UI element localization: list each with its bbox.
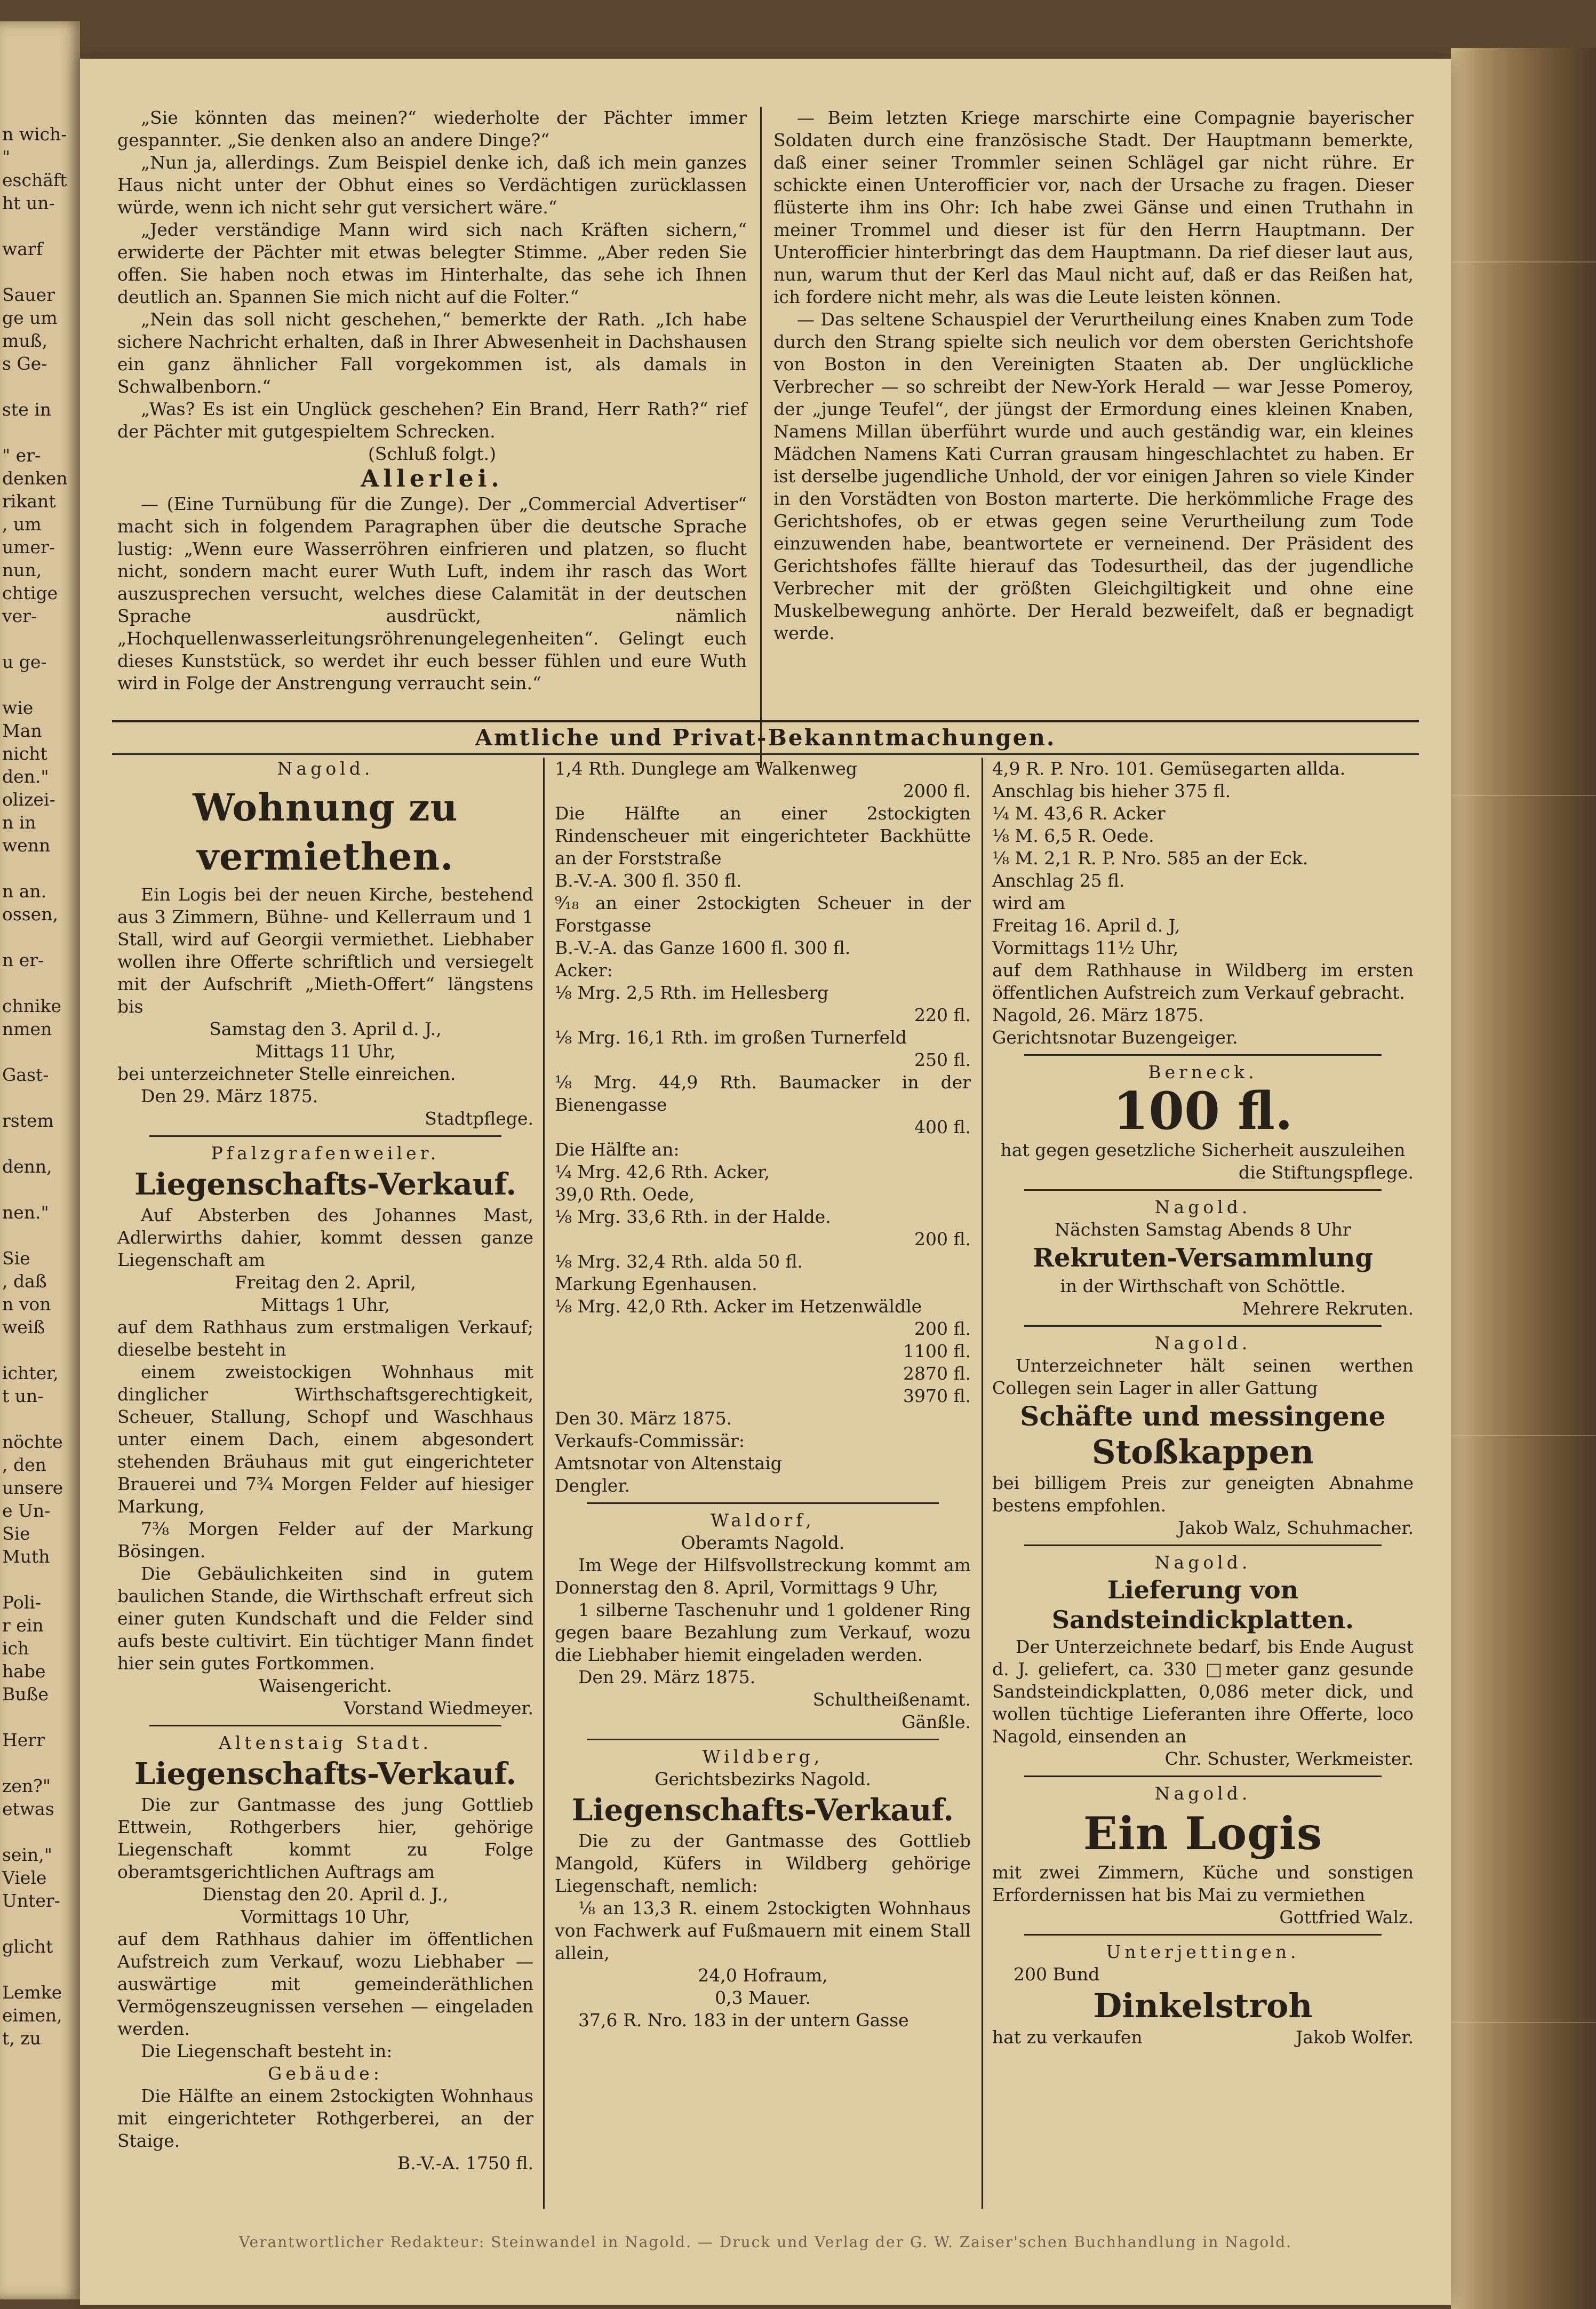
gutter-line: n an. [2,881,47,902]
gutter-line: n wich- [2,124,67,145]
gutter-line: etwas [2,1798,54,1819]
ad-title-stosskappen: Stoßkappen [1091,1432,1314,1471]
list-line: Freitag 16. April d. J, [992,915,1180,936]
gutter-line [0,673,80,696]
column-divider [543,758,545,2209]
list-line: ⅛ Mrg. 42,0 Rth. Acker im Hetzenwäldle [555,1296,922,1317]
ad-date: Freitag den 2. April, [234,1272,416,1293]
gutter-line: Man [2,720,42,741]
ad-body: Ein Logis bei der neuen Kirche, bestehend aus 3 Zimmern, Bühne- und Kellerraum und 1 Stall, wird auf Georgii vermiethet. Liebhaber wollen ihre Offerte schriftlich und versiegelt mit der Aufschrift „Mieth-Offert“ längstens bis [117,884,533,1017]
gutter-line: nmen [2,1018,52,1039]
ad-date: Dienstag den 20. April d. J., [202,1884,449,1905]
list-line: ¼ M. 43,6 R. Acker [992,803,1166,824]
property-list [555,758,971,1497]
ad-body: hat zu verkaufen [992,2027,1143,2048]
gutter-line [0,1820,80,1843]
list-line: Die Hälfte an: [555,1139,680,1160]
gutter-line: n er- [2,950,44,970]
ad-signature: Stadtpflege. [425,1108,533,1129]
list-line: ⅛ Mrg. 2,5 Rth. im Hellesberg [555,982,829,1003]
ad-place: Nagold. [1154,1333,1251,1353]
list-line: 1,4 Rth. Dunglege am Walkenweg [555,758,858,779]
ad-footer-row [992,2026,1414,2049]
ad-body: auf dem Rathhaus zum erstmaligen Verkauf; dieselbe besteht in [117,1317,533,1360]
news-paragraph: — Das seltene Schauspiel der Verurtheilung eines Knaben zum Tode durch den Strang spielte sich neulich vor dem obersten Gerichtshofe von Boston in den Vereinigten Staaten ab. Der unglückliche Verbrecher — so schreibt der New-York Herald — war Jesse Pomeroy, der „junge Teufel“, der jüngst der Ermordung eines kleinen Knaben, Namens Millan überführt wurde und auch geständig war, ein kleines Mädchen Namens Kati Curran grausam hingeschlachtet zu haben. Er ist derselbe jugendliche Unhold, der vor einigen Jahren so viele Kinder in den Vorstädten von Boston marterte. Die herkömmliche Frage des Gerichtshofes, ob er etwas gegen seine Verurtheilung zum Tode einzuwenden habe, beantwortete er verneinend. Der Präsident des Gerichtshofes fällte hierauf das Todesurtheil, das der jugendliche Verbrecher mit der größten Gleichgiltigkeit und ohne eine Muskelbewegung anhörte. Der Herald bezweifelt, daß er begnadigt werde. [773,309,1414,643]
ad-dated: Den 29. März 1875. [578,1667,756,1687]
ad-body: auf dem Rathhaus dahier im öffentlichen Aufstreich zum Verkauf, wozu Liebhaber — auswärtige mit gemeinderäthlichen Vermögenszeugnissen versehen — eingeladen werden. [117,1929,533,2039]
ad-place: Oberamts Nagold. [681,1532,845,1553]
gutter-line [0,1086,80,1109]
gutter-line [0,1178,80,1201]
gutter-line [0,1339,80,1361]
ad-signature: Gottfried Walz. [1279,1907,1414,1928]
ad-place: Wildberg, [702,1746,824,1767]
gutter-line: rikant [2,491,56,512]
ad-place: Nagold. [1154,1783,1251,1804]
gutter-line: eschäft [2,170,67,190]
ad-body: 1 silberne Taschenuhr und 1 goldener Ring gegen baare Bezahlung zum Verkauf, wozu die Liebhaber hiemit eingeladen werden. [555,1599,971,1665]
section-title-allerlei: Allerlei. [361,465,504,492]
gutter-line [0,375,80,398]
ad-title-wohnung: Wohnung zu vermiethen. [193,785,458,879]
ad-title-schaefte: Schäfte und messingene [1020,1400,1386,1432]
ad-place: Waldorf, [711,1510,815,1531]
list-line: 250 fl. [914,1049,971,1070]
ad-price: B.-V.-A. 1750 fl. [397,2153,533,2173]
ad-body: bei billigem Preis zur geneigten Abnahme bestens empfohlen. [992,1472,1414,1516]
list-line: ⁹⁄₁₈ an einer 2stockigten Scheuer in der Forstgasse [555,893,971,936]
gutter-line: ge um [2,307,58,328]
previous-page-edge [0,21,80,2299]
list-line: Nagold, 26. März 1875. [992,1005,1204,1025]
list-line: auf dem Rathhause in Wildberg im ersten öffentlichen Aufstreich zum Verkauf gebracht. [992,960,1414,1003]
ad-body: Nächsten Samstag Abends 8 Uhr [1055,1219,1351,1240]
gutter-line [0,1912,80,1935]
ad-date: Samstag den 3. April d. J., [209,1018,442,1039]
ad-separator [1024,1325,1382,1327]
list-line: 4,9 R. P. Nro. 101. Gemüsegarten allda. [992,758,1346,779]
gutter-line: weiß [2,1317,45,1337]
column-divider [760,107,762,768]
gutter-line: wie [2,697,34,718]
list-line: Markung Egenhausen. [555,1273,757,1294]
gutter-line [0,1407,80,1430]
ad-place: Pfalzgrafenweiler. [211,1143,440,1164]
ad-signature: Waisengericht. [259,1675,392,1696]
gutter-line: olizei- [2,789,55,810]
ad-separator [1024,1775,1382,1777]
ad-body: Gebäude: [268,2063,383,2084]
list-line: ¼ Mrg. 42,6 Rth. Acker, [555,1161,770,1182]
gutter-line: denken [2,468,68,489]
ad-body: 24,0 Hofraum, [698,1965,828,1986]
gutter-line: Sie [2,1248,30,1269]
ad-body: Unterzeichneter hält seinen werthen Collegen sein Lager in aller Gattung [992,1355,1414,1398]
ad-separator [1024,1934,1382,1936]
gutter-line [0,972,80,994]
gutter-line: nen." [2,1202,49,1223]
gutter-line: muß, [2,330,48,351]
list-line: B.-V.-A. 300 fl. 350 fl. [555,870,742,891]
gutter-line: Herr [2,1730,45,1750]
list-line: ⅛ M. 6,5 R. Oede. [992,825,1154,846]
ad-body: 7⅜ Morgen Felder auf der Markung Bösingen. [117,1518,533,1562]
ad-body: Die Liegenschaft besteht in: [141,2041,393,2061]
list-line: Anschlag 25 fl. [992,870,1125,891]
ad-separator [1024,1189,1382,1191]
ad-body: Die zur Gantmasse des jung Gottlieb Ettwein, Rothgerbers hier, gehörige Liegenschaft kommt zu Folge oberamtsgerichtlichen Auftrags am [117,1794,533,1882]
list-line: ⅛ Mrg. 32,4 Rth. alda 50 fl. [555,1251,803,1272]
ads-column-1 [117,758,533,2175]
gutter-line [0,1568,80,1591]
ad-signature: Jakob Wolfer. [1296,2027,1414,2048]
ad-amount: 100 fl. [1113,1081,1293,1141]
ad-title-dinkelstroh: Dinkelstroh [1093,1986,1313,2025]
property-list-continued [992,758,1414,1049]
list-line: wird am [992,893,1066,913]
story-paragraph: „Jeder verständige Mann wird sich nach Kräften sichern,“ erwiderte der Pächter mit etwas belegter Stimme. „Aber reden Sie offen. Sie haben noch etwas im Hinterhalte, das sehe ich Ihnen deutlich an. Spannen Sie mich nicht auf die Folter.“ [117,219,747,307]
list-line: Dengler. [555,1475,631,1496]
story-paragraph: „Nein das soll nicht geschehen,“ bemerkte der Rath. „Ich habe sichere Nachricht erhalten, daß in Ihrer Abwesenheit in Dachshausen ein ganz ähnlicher Fall vorgekommen ist, als damals in Schwalbenborn.“ [117,309,747,397]
gutter-line: ver- [2,606,37,626]
gutter-line: n von [2,1294,51,1315]
gutter-line: Lemke [2,1982,62,2003]
gutter-line: habe [2,1661,46,1682]
list-line: Den 30. März 1875. [555,1408,732,1429]
gutter-line: Viele [2,1867,47,1888]
ad-dated: Den 29. März 1875. [141,1086,318,1106]
serial-story-column [117,107,747,695]
ad-body: 37,6 R. Nro. 183 in der untern Gasse [578,2010,909,2031]
gutter-line: Buße [2,1684,49,1705]
ad-title-sandstein: Lieferung von Sandsteindickplatten. [1051,1575,1354,1634]
gutter-line: nicht [2,743,47,764]
list-line: ⅛ Mrg. 33,6 Rth. in der Halde. [555,1206,831,1227]
gutter-line: Muth [2,1546,50,1567]
gutter-line [0,1706,80,1729]
ad-body: mit zwei Zimmern, Küche und sonstigen Erfordernissen hat bis Mai zu vermiethen [992,1862,1414,1905]
ad-amount: 200 Bund [1014,1964,1100,1985]
ad-body: Die Hälfte an einem 2stockigten Wohnhaus mit eingerichteter Rothgerberei, an der Staige. [117,2085,533,2151]
ad-separator [1024,1054,1382,1056]
ad-body: in der Wirthschaft von Schöttle. [1060,1276,1346,1296]
column-divider [981,758,983,2209]
imprint-text: Verantwortlicher Redakteur: Steinwandel in Nagold. — Druck und Verlag der G. W. Zaiser'schen Buchhandlung in Nagold. [238,2233,1292,2251]
gutter-line: glicht [2,1936,53,1957]
gutter-line: r ein [2,1615,44,1636]
gutter-line: ich [2,1638,29,1659]
list-line: Vormittags 11½ Uhr, [992,937,1179,958]
ad-separator [149,1725,501,1726]
list-line: 2870 fl. [903,1363,971,1384]
ad-place: Altenstaig Stadt. [219,1732,432,1753]
gutter-line [0,1751,80,1774]
ad-place: Nagold. [277,758,374,779]
story-paragraph: „Nun ja, allerdings. Zum Beispiel denke ich, daß ich mein ganzes Haus nicht unter der Obhut eines so Verdächtigen zurücklassen würde, wenn ich nicht sehr gut versichert wäre.“ [117,152,747,218]
gutter-line: ossen, [2,904,59,925]
gutter-line: eimen, [2,2005,62,2026]
gutter-text-column [0,21,80,2050]
gutter-line: sein," [2,1844,52,1865]
list-line: ⅛ Mrg. 44,9 Rth. Baumacker in der Bienengasse [555,1072,971,1115]
list-line: B.-V.-A. das Ganze 1600 fl. 300 fl. [555,937,851,958]
gutter-line [0,214,80,237]
gutter-line: umer- [2,537,55,558]
ad-separator [149,1135,501,1137]
ad-title-liegenschaft: Liegenschafts-Verkauf. [572,1793,954,1828]
banner-title: Amtliche und Privat-Bekanntmachungen. [475,724,1056,751]
gutter-line: den." [2,766,49,787]
gutter-line: Unter- [2,1890,60,1911]
ads-column-2 [555,758,971,2032]
list-line: Anschlag bis hieher 375 fl. [992,781,1231,801]
gutter-line: , um [2,514,42,535]
banner-rule-top [112,720,1419,722]
list-line: 400 fl. [914,1117,971,1137]
list-line: 3970 fl. [903,1386,971,1406]
ad-separator [587,1739,939,1740]
gutter-line: u ge- [2,651,47,672]
ad-place: Gerichtsbezirks Nagold. [655,1769,871,1789]
gutter-line: s Ge- [2,353,47,374]
ad-body: ⅛ an 13,3 R. einem 2stockigten Wohnhaus von Fachwerk auf Fußmauern mit einem Stall allein, [555,1898,971,1963]
ad-separator [1024,1544,1382,1546]
gutter-line: , den [2,1454,46,1475]
gutter-line: ste in [2,399,52,420]
gutter-line: nun, [2,560,42,580]
imprint-footer [112,2218,1419,2266]
gutter-line [0,857,80,880]
ad-body: Die zu der Gantmasse des Gottlieb Mangold, Küfers in Wildberg gehörige Liegenschaft, nemlich: [555,1830,971,1896]
ad-signature: Vorstand Wiedmeyer. [344,1698,533,1718]
banner-rule-bottom [112,753,1419,755]
list-line: 39,0 Rth. Oede, [555,1184,695,1205]
ad-body: bei unterzeichneter Stelle einreichen. [117,1063,456,1084]
ad-body: hat gegen gesetzliche Sicherheit auszuleihen [1000,1140,1406,1160]
list-line: 200 fl. [914,1229,971,1249]
gutter-line: wenn [2,835,51,856]
announcements-banner [112,724,1419,751]
ad-body: Im Wege der Hilfsvollstreckung kommt am Donnerstag den 8. April, Vormittags 9 Uhr, [555,1555,971,1598]
gutter-line [0,1224,80,1247]
ad-body: Auf Absterben des Johannes Mast, Adlerwirths dahier, kommt dessen ganze Liegenschaft am [117,1205,533,1270]
gutter-line [0,1040,80,1063]
gutter-line: e Un- [2,1500,51,1521]
gutter-line: denn, [2,1156,52,1177]
news-paragraph: — Beim letzten Kriege marschirte eine Compagnie bayerischer Soldaten durch eine französische Stadt. Der Hauptmann bemerkte, daß einer seiner Trommler seinen Schlägel gar nicht rühre. Er schickte einen Unterofficier vor, nach der Ursache zu fragen. Dieser flüsterte ihm ins Ohr: Ich habe zwei Gänse und einen Truthahn in meiner Trommel und dieser ist für den Herrn Hauptmann. Der Unterofficier hinterbringt das dem Hauptmann. Da rief dieser laut aus, nun, warum thut der Kerl das Maul nicht auf, daß er das Reißen hat, ich fordere nicht mehr, als was die Leute leisten können. [773,107,1414,307]
gutter-line: warf [2,238,43,259]
gutter-line: Gast- [2,1064,49,1085]
list-line: 220 fl. [914,1005,971,1025]
gutter-line: n in [2,812,36,833]
allerlei-paragraph: — (Eine Turnübung für die Zunge). Der „Commercial Advertiser“ macht sich in folgendem Paragraphen über die deutsche Sprache lustig: „Wenn eure Wasserröhren einfrieren und platzen, so flucht nicht, sondern macht eurer Wuth Luft, indem ihr rasch das Wort auszusprechen versucht, welches diese Calamität in der deutschen Sprache ausdrückt, nämlich „Hochquellenwasserleitungsröhrenungelegenheiten“. Gelingt euch dieses Kunststück, so werdet ihr euch besser fühlen und eure Wuth wird in Folge der Anstrengung verraucht sein.“ [117,493,747,694]
gutter-line [0,260,80,283]
gutter-line: t, zu [2,2028,41,2049]
gutter-line: Sauer [2,284,55,305]
gutter-line [0,926,80,949]
ad-body: Die Gebäulichkeiten sind in gutem baulichen Stande, die Wirthschaft erfreut sich einer guten Kundschaft und die Felder sind aufs beste cultivirt. Ein tüchtiger Mann findet hier sein gutes Fortkommen. [117,1563,533,1674]
list-line: Verkaufs-Commissär: [555,1430,745,1451]
ad-title-logis: Ein Logis [1083,1807,1323,1860]
gutter-line: , daß [2,1271,47,1292]
list-line: Amtsnotar von Altenstaig [555,1453,782,1474]
ad-signature: Mehrere Rekruten. [1242,1298,1414,1319]
list-line: ⅛ M. 2,1 R. P. Nro. 585 an der Eck. [992,848,1308,869]
gutter-line [0,1958,80,1981]
list-line: Acker: [555,960,613,981]
ad-time: Mittags 1 Uhr, [260,1294,390,1315]
gutter-line: chtige [2,583,58,603]
gutter-line [0,627,80,650]
list-line: Die Hälfte an einer 2stockigten Rindenscheuer mit eingerichteter Backhütte an der Forststraße [555,803,971,869]
book-spine [1451,48,1596,2309]
ad-signature: Chr. Schuster, Werkmeister. [1164,1748,1414,1769]
list-line: ⅛ Mrg. 16,1 Rth. im großen Turnerfeld [555,1027,907,1048]
ad-time: Vormittags 10 Uhr, [241,1906,410,1927]
ad-body: Der Unterzeichnete bedarf, bis Ende August d. J. geliefert, ca. 330 □meter ganz gesunde Sandsteindickplatten, 0,086 meter dick, und wollen tüchtige Lieferanten ihre Offerte, loco Nagold, einsenden an [992,1636,1414,1747]
ad-signature: Jakob Walz, Schuhmacher. [1178,1517,1414,1538]
ad-body: 0,3 Mauer. [715,1987,811,2008]
story-paragraph: „Was? Es ist ein Unglück geschehen? Ein Brand, Herr Rath?“ rief der Pächter mit gutgespieltem Schrecken. [117,399,747,442]
newspaper-page [80,59,1451,2305]
ad-title-liegenschaft: Liegenschafts-Verkauf. [134,1167,516,1202]
gutter-line: Poli- [2,1592,41,1613]
ad-place: Nagold. [1154,1552,1251,1573]
gutter-line: zen?" [2,1775,51,1796]
ad-place: Nagold. [1154,1197,1251,1217]
gutter-line: " [2,147,11,168]
ad-title-liegenschaft: Liegenschafts-Verkauf. [134,1756,516,1792]
news-column [773,107,1414,644]
gutter-line: chnike [2,996,62,1016]
ad-place: Unterjettingen. [1106,1941,1300,1962]
ad-title-rekruten: Rekruten-Versammlung [1033,1243,1373,1273]
gutter-line [0,421,80,444]
story-paragraph: „Sie könnten das meinen?“ wiederholte der Pächter immer gespannter. „Sie denken also an andere Dinge?“ [117,107,747,150]
ad-signature: Schultheißenamt. [812,1689,971,1710]
gutter-line: unsere [2,1477,63,1498]
ad-separator [587,1502,939,1504]
list-line: 2000 fl. [903,781,971,801]
list-line: Gerichtsnotar Buzengeiger. [992,1027,1238,1048]
gutter-line: rstem [2,1110,54,1131]
ad-signature: die Stiftungspflege. [1239,1162,1414,1183]
gutter-line [0,1132,80,1155]
ad-body: einem zweistockigen Wohnhaus mit dinglicher Wirthschaftsgerechtigkeit, Scheuer, Stallung, Schopf und Waschhaus unter einem Dach, einem abgesondert stehenden Bräuhaus mit gut eingerichteter Brauerei und 7¾ Morgen Felder auf hiesiger Markung, [117,1361,533,1517]
list-line: 200 fl. [914,1318,971,1339]
ad-place: Berneck. [1148,1062,1258,1082]
continued-note: (Schluß folgt.) [368,443,496,464]
gutter-line: nöchte [2,1431,63,1452]
gutter-line: ht un- [2,193,55,213]
ads-column-3 [992,758,1414,2049]
list-line: 1100 fl. [903,1341,971,1361]
gutter-line: t un- [2,1386,44,1406]
gutter-line: ichter, [2,1363,59,1383]
ad-time: Mittags 11 Uhr, [255,1041,396,1062]
gutter-line: Sie [2,1523,30,1544]
gutter-line: " er- [2,445,41,466]
ad-signature: Gänßle. [901,1711,971,1732]
